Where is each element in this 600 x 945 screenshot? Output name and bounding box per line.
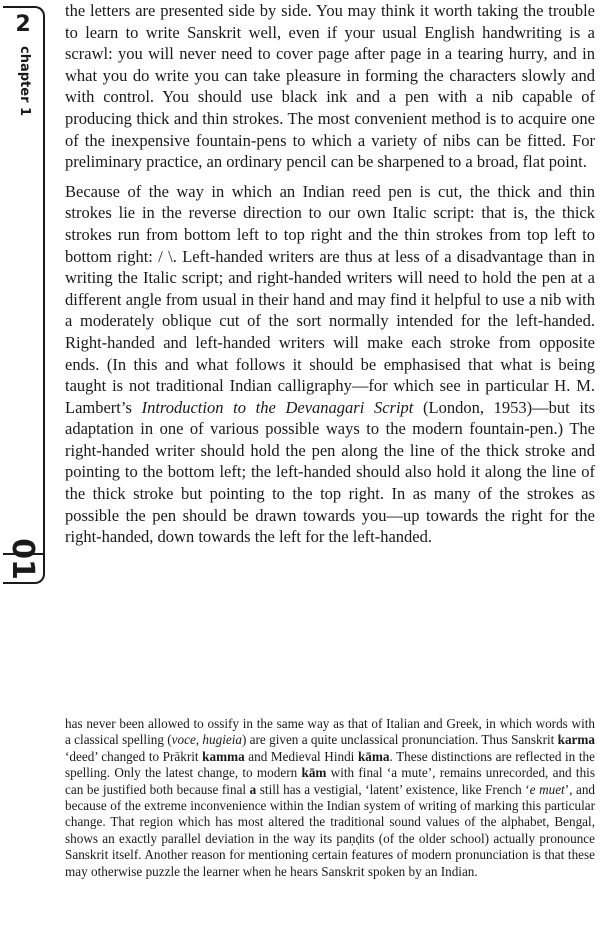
- footnote-text: has never been allowed to ossify in the same way as that of Italian and Greek, in which words with a classical spelling (: [65, 716, 595, 748]
- footnote-bold: kām: [301, 765, 327, 781]
- footnote-text: ’, and because of the extreme inconvenience within the Indian system of writing of marking this particular change. That region which has most altered the traditional sound values of the alphabet, Bengal, shows an exactly parallel deviation in the way its paṇḍits (of the older school) actually pronounce Sanskrit itself. Another reason for mentioning certain features of modern pronunciation is that these may otherwise puzzle the learner when he hears Sanskrit spoken by an Indian.: [65, 781, 596, 879]
- footnote-italic: voce, hugieia: [171, 732, 242, 748]
- book-title: Introduction to the Devanagari Script: [141, 397, 414, 417]
- chapter-label: chapter 1: [17, 46, 32, 117]
- paragraph-1: the letters are presented side by side. You may think it worth taking the trouble to learn to write Sanskrit well, even if your usual English handwriting is a scrawl: you will never need to cover page after page in a tearing hurry, and in what you do write you can take pleasure in forming the characters slowly and with control. You should use black ink and a pen with a nib capable of producing thick and thin strokes. The most convenient method is to acquire one of the inexpensive fountain-pens to which a variety of nibs can be fitted. For preliminary practice, an ordinary pencil can be sharpened to a broad, flat point.: [65, 1, 595, 172]
- footnote-bold: kāma: [357, 748, 390, 764]
- main-text: [65, 0, 595, 556]
- footnote-bold: karma: [557, 732, 595, 748]
- paragraph-2: [65, 181, 595, 548]
- footnote-text: . These distinctions are reflected in the spelling. Only the latest change, to modern: [65, 748, 595, 781]
- footnote-text: ‘deed’ changed to Prākrit: [65, 748, 203, 764]
- footnote-text: and Medieval Hindi: [244, 748, 358, 764]
- footnote-text: still has a vestigial, ‘latent’ existence, like French ‘: [256, 781, 530, 797]
- chapter-number: 01: [5, 538, 41, 580]
- footnote-text: ) are given a quite unclassical pronunciation. Thus Sanskrit: [241, 732, 558, 748]
- paragraph-2-part-b: (London, 1953)—but its adaptation in one of various possible ways to the modern fountain-pen.) The right-handed writer should hold the pen along the line of the thick stroke and pointing to the bottom left; the left-handed should also hold it along the line of the thick stroke but pointing to the top right. In as many of the strokes as possible the pen should be drawn towards you—up towards the right for the right-handed, down towards the left for the left-handed.: [65, 397, 596, 547]
- chapter-side-tab: [3, 6, 45, 584]
- paragraph-2-part-a: Because of the way in which an Indian reed pen is cut, the thick and thin strokes lie in the reverse direction to our own Italic script: that is, the thick strokes run from bottom left to top right and the thin strokes from top left to bottom right: / \. Left-handed writers are thus at less of a disadvantage than in writing the Italic script; and right-handed writers will need to hold the pen at a different angle from usual in their hand and may find it helpful to use a nib with a moderately oblique cut of the sort normally intended for the left-handed. Right-handed and left-handed writers will make each stroke from opposite ends. (In this and what follows it should be emphasised that what is being taught is not traditional Indian calligraphy—for which see in particular H. M. Lambert’s: [65, 181, 595, 417]
- footnote-bold: a: [249, 781, 257, 797]
- footnote-paragraph: [65, 716, 595, 880]
- page-number: 2: [15, 12, 31, 37]
- footnote-text: with final ‘a mute’, remains unrecorded, and this can be justified both because final: [65, 765, 595, 797]
- footnote-bold: kamma: [202, 748, 245, 764]
- footnote: [65, 716, 595, 880]
- footnote-italic: e muet: [529, 781, 565, 797]
